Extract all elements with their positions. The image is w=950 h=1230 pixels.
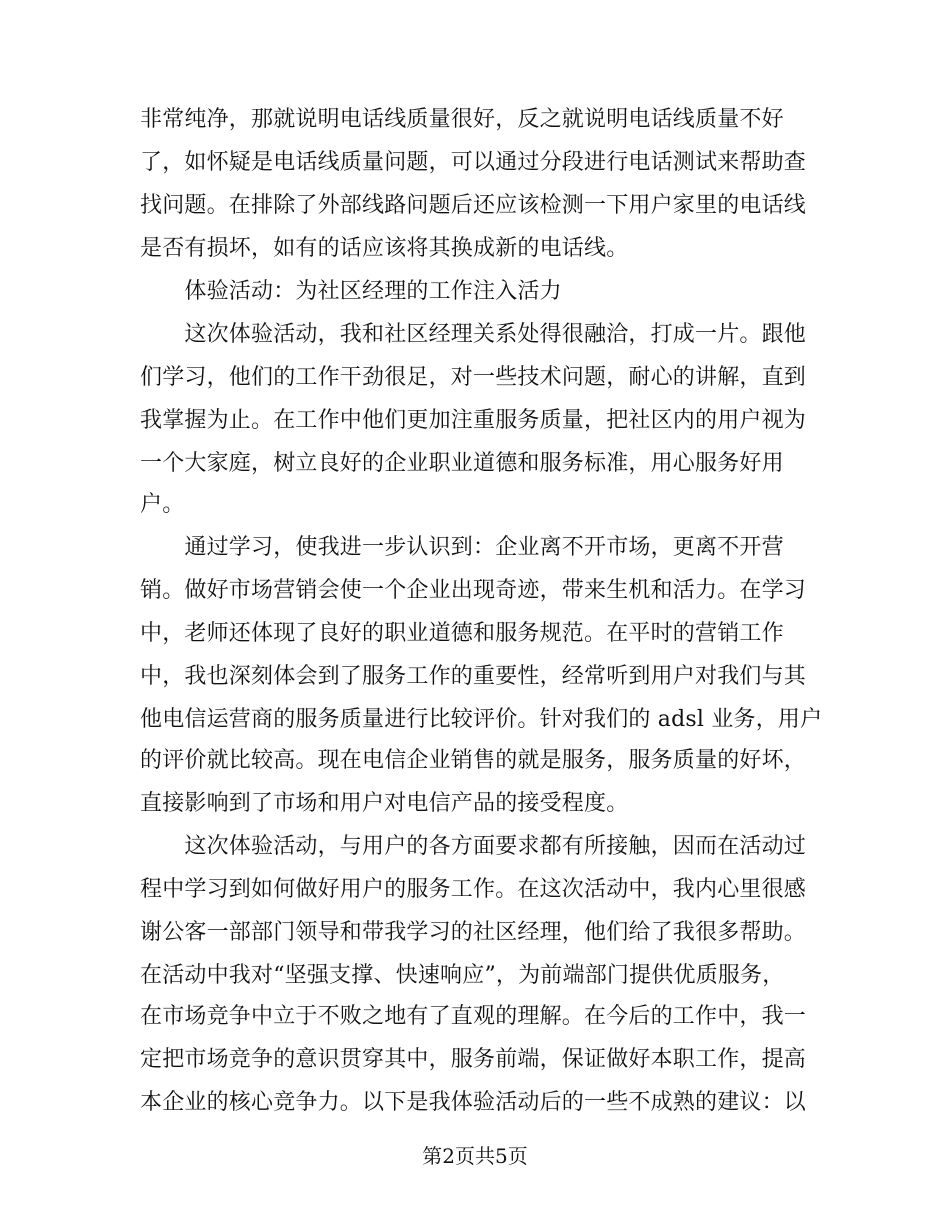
text-line: 是否有损坏，如有的话应该将其换成新的电话线。 — [140, 236, 629, 261]
text-line: 中，我也深刻体会到了服务工作的重要性，经常听到用户对我们与其 — [140, 664, 807, 689]
text-line: 通过学习，使我进一步认识到：企业离不开市场，更离不开营 — [140, 535, 784, 560]
text-line: 非常纯净，那就说明电话线质量很好，反之就说明电话线质量不好 — [140, 107, 784, 132]
text-line: 程中学习到如何做好用户的服务工作。在这次活动中，我内心里很感 — [140, 877, 807, 902]
text-line: 本企业的核心竞争力。以下是我体验活动后的一些不成熟的建议：以 — [140, 1090, 807, 1115]
text-line: 一个大家庭，树立良好的企业职业道德和服务标准，用心服务好用 — [140, 451, 784, 476]
text-line: 了，如怀疑是电话线质量问题，可以通过分段进行电话测试来帮助查 — [140, 150, 807, 175]
text-line: 这次体验活动，与用户的各方面要求都有所接触，因而在活动过 — [140, 834, 807, 859]
text-line: 我掌握为止。在工作中他们更加注重服务质量，把社区内的用户视为 — [140, 408, 807, 433]
text-line: 中，老师还体现了良好的职业道德和服务规范。在平时的营销工作 — [140, 621, 784, 646]
text-line: 直接影响到了市场和用户对电信产品的接受程度。 — [140, 791, 629, 816]
text-line: 销。做好市场营销会使一个企业出现奇迹，带来生机和活力。在学习 — [140, 578, 807, 603]
text-line: 户。 — [140, 492, 185, 517]
section-heading: 体验活动：为社区经理的工作注入活力 — [140, 279, 562, 304]
text-line: 定把市场竞争的意识贯穿其中，服务前端，保证做好本职工作，提高 — [140, 1047, 807, 1072]
text-line: 他电信运营商的服务质量进行比较评价。针对我们的 adsl 业务，用户 — [140, 707, 823, 732]
text-line: 在活动中我对“坚强支撑、快速响应”，为前端部门提供优质服务， — [140, 963, 785, 988]
text-line: 找问题。在排除了外部线路问题后还应该检测一下用户家里的电话线 — [140, 193, 807, 218]
text-line: 这次体验活动，我和社区经理关系处得很融洽，打成一片。跟他 — [140, 322, 807, 347]
page-number-footer: 第2页共5页 — [422, 1144, 528, 1168]
text-line: 们学习，他们的工作干劲很足，对一些技术问题，耐心的讲解，直到 — [140, 365, 807, 390]
text-line: 谢公客一部部门领导和带我学习的社区经理，他们给了我很多帮助。 — [140, 920, 807, 945]
text-line: 在市场竞争中立于不败之地有了直观的理解。在今后的工作中，我一 — [140, 1004, 807, 1029]
text-line: 的评价就比较高。现在电信企业销售的就是服务，服务质量的好坏， — [140, 748, 807, 773]
